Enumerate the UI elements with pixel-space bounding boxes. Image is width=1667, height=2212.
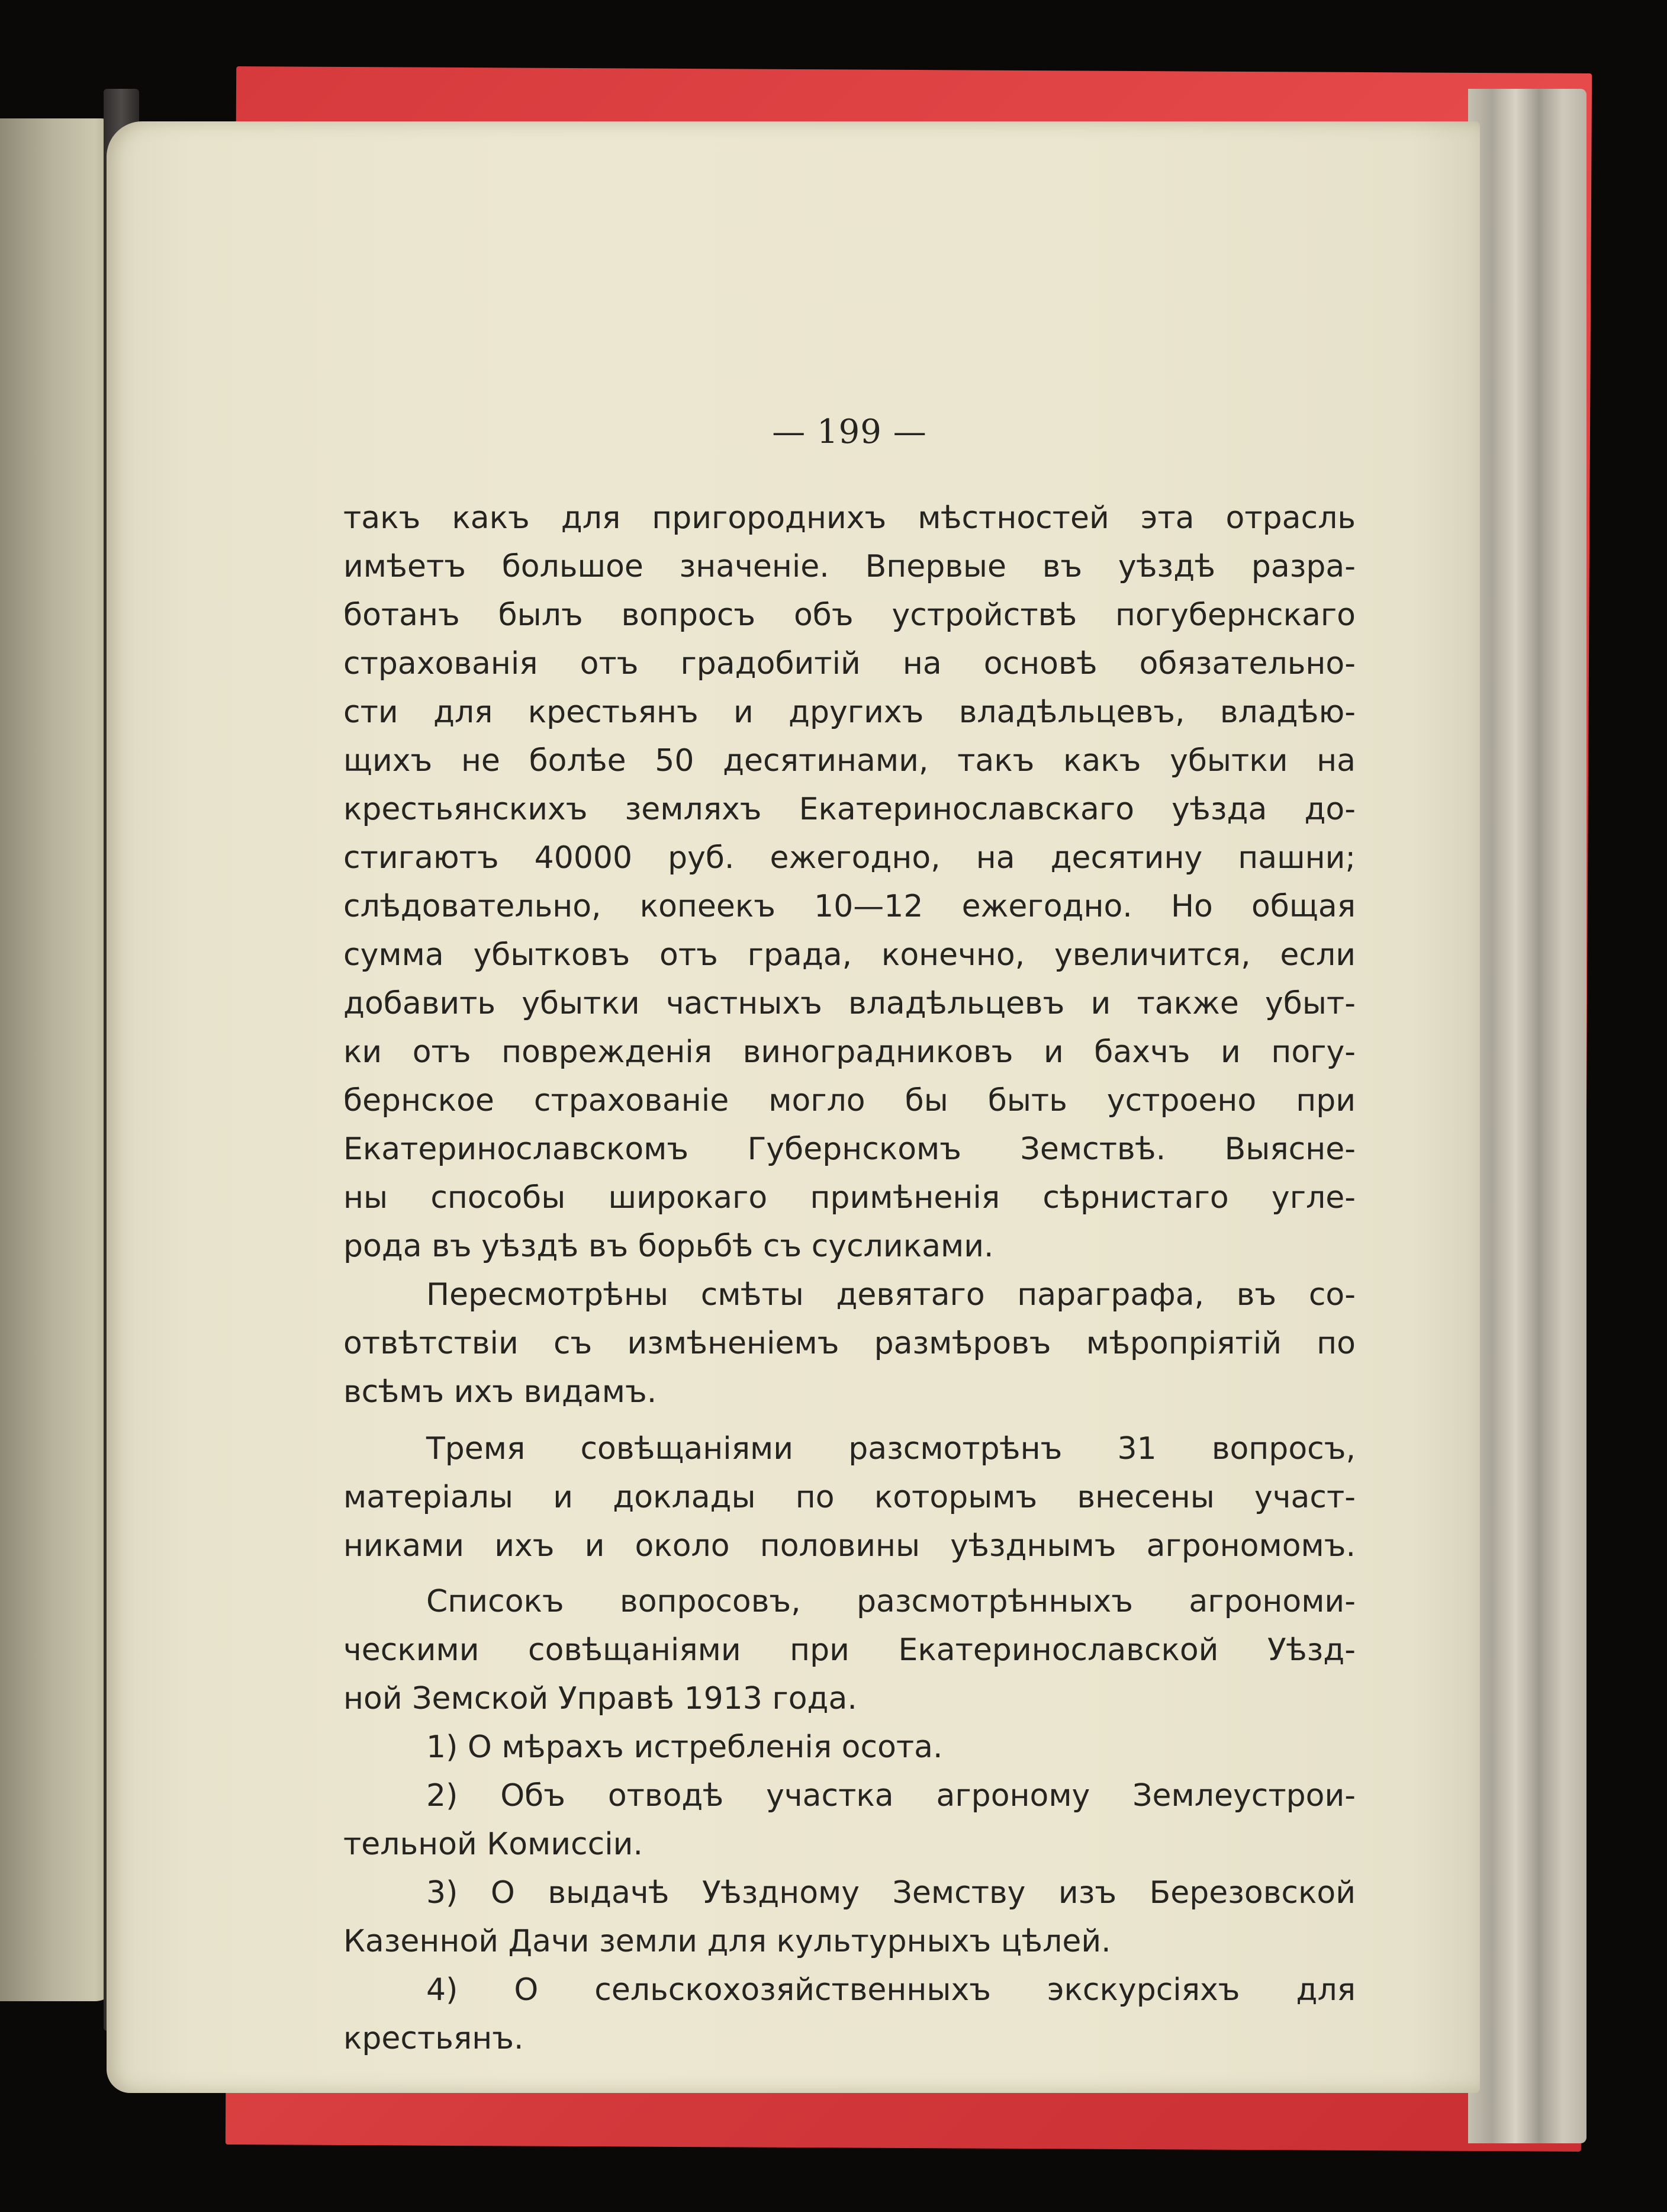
book-page [107,121,1480,2093]
text-line: ботанъ былъ вопросъ объ устройствѣ погубернскаго [343,597,1356,633]
list-item: 4) О сельскохозяйственныхъ экскурсіяхъ для [426,1972,1356,2008]
text-line: бернское страхованіе могло бы быть устроено при [343,1083,1356,1118]
text-line: всѣмъ ихъ видамъ. [343,1374,657,1410]
text-line: ны способы широкаго примѣненія сѣрнистаго угле- [343,1180,1356,1216]
text-line: сти для крестьянъ и другихъ владѣльцевъ, владѣю- [343,695,1356,730]
text-line: ной Земской Управѣ 1913 года. [343,1681,857,1716]
text-line: страхованія отъ градобитій на основѣ обязательно- [343,646,1356,681]
text-line: имѣетъ большое значеніе. Впервые въ уѣздѣ разра- [343,549,1356,584]
text-line: никами ихъ и около половины уѣзднымъ агрономомъ. [343,1528,1356,1564]
page-stack-edge [1468,89,1586,2143]
text-line: стигаютъ 40000 руб. ежегодно, на десятину пашни; [343,840,1356,876]
text-line: Казенной Дачи земли для культурныхъ цѣлей. [343,1924,1111,1959]
text-line: такъ какъ для пригороднихъ мѣстностей эта отрасль [343,500,1356,536]
text-line: слѣдовательно, копеекъ 10—12 ежегодно. Но общая [343,889,1356,924]
text-line: щихъ не болѣе 50 десятинами, такъ какъ убытки на [343,743,1356,779]
text-line: Тремя совѣщаніями разсмотрѣнъ 31 вопросъ, [426,1431,1356,1467]
list-item: 1) О мѣрахъ истребленія осота. [426,1729,943,1765]
text-line: сумма убытковъ отъ града, конечно, увеличится, если [343,937,1356,973]
text-line: ки отъ поврежденія виноградниковъ и бахчъ и погу- [343,1034,1356,1070]
text-line: отвѣтствіи съ измѣненіемъ размѣровъ мѣропріятій по [343,1326,1356,1361]
text-line: ческими совѣщаніями при Екатеринославской Уѣзд- [343,1632,1356,1668]
text-line: рода въ уѣздѣ въ борьбѣ съ сусликами. [343,1229,994,1264]
text-line: Пересмотрѣны смѣты девятаго параграфа, въ со- [426,1277,1356,1313]
text-line: Списокъ вопросовъ, разсмотрѣнныхъ агрономи- [426,1584,1356,1619]
text-line: крестьянскихъ земляхъ Екатеринославскаго уѣзда до- [343,792,1356,827]
text-line: Екатеринославскомъ Губернскомъ Земствѣ. Выясне- [343,1131,1356,1167]
text-line: матеріалы и доклады по которымъ внесены участ- [343,1480,1356,1515]
previous-page-edge [0,118,118,2001]
text-line: добавить убытки частныхъ владѣльцевъ и также убыт- [343,986,1356,1021]
text-line: тельной Комиссіи. [343,1827,643,1862]
page-number: — 199 — [772,413,927,451]
list-item: 2) Объ отводѣ участка агроному Землеустрои- [426,1778,1356,1814]
list-item: 3) О выдачѣ Уѣздному Земству изъ Березовской [426,1875,1356,1911]
text-line: крестьянъ. [343,2021,524,2056]
